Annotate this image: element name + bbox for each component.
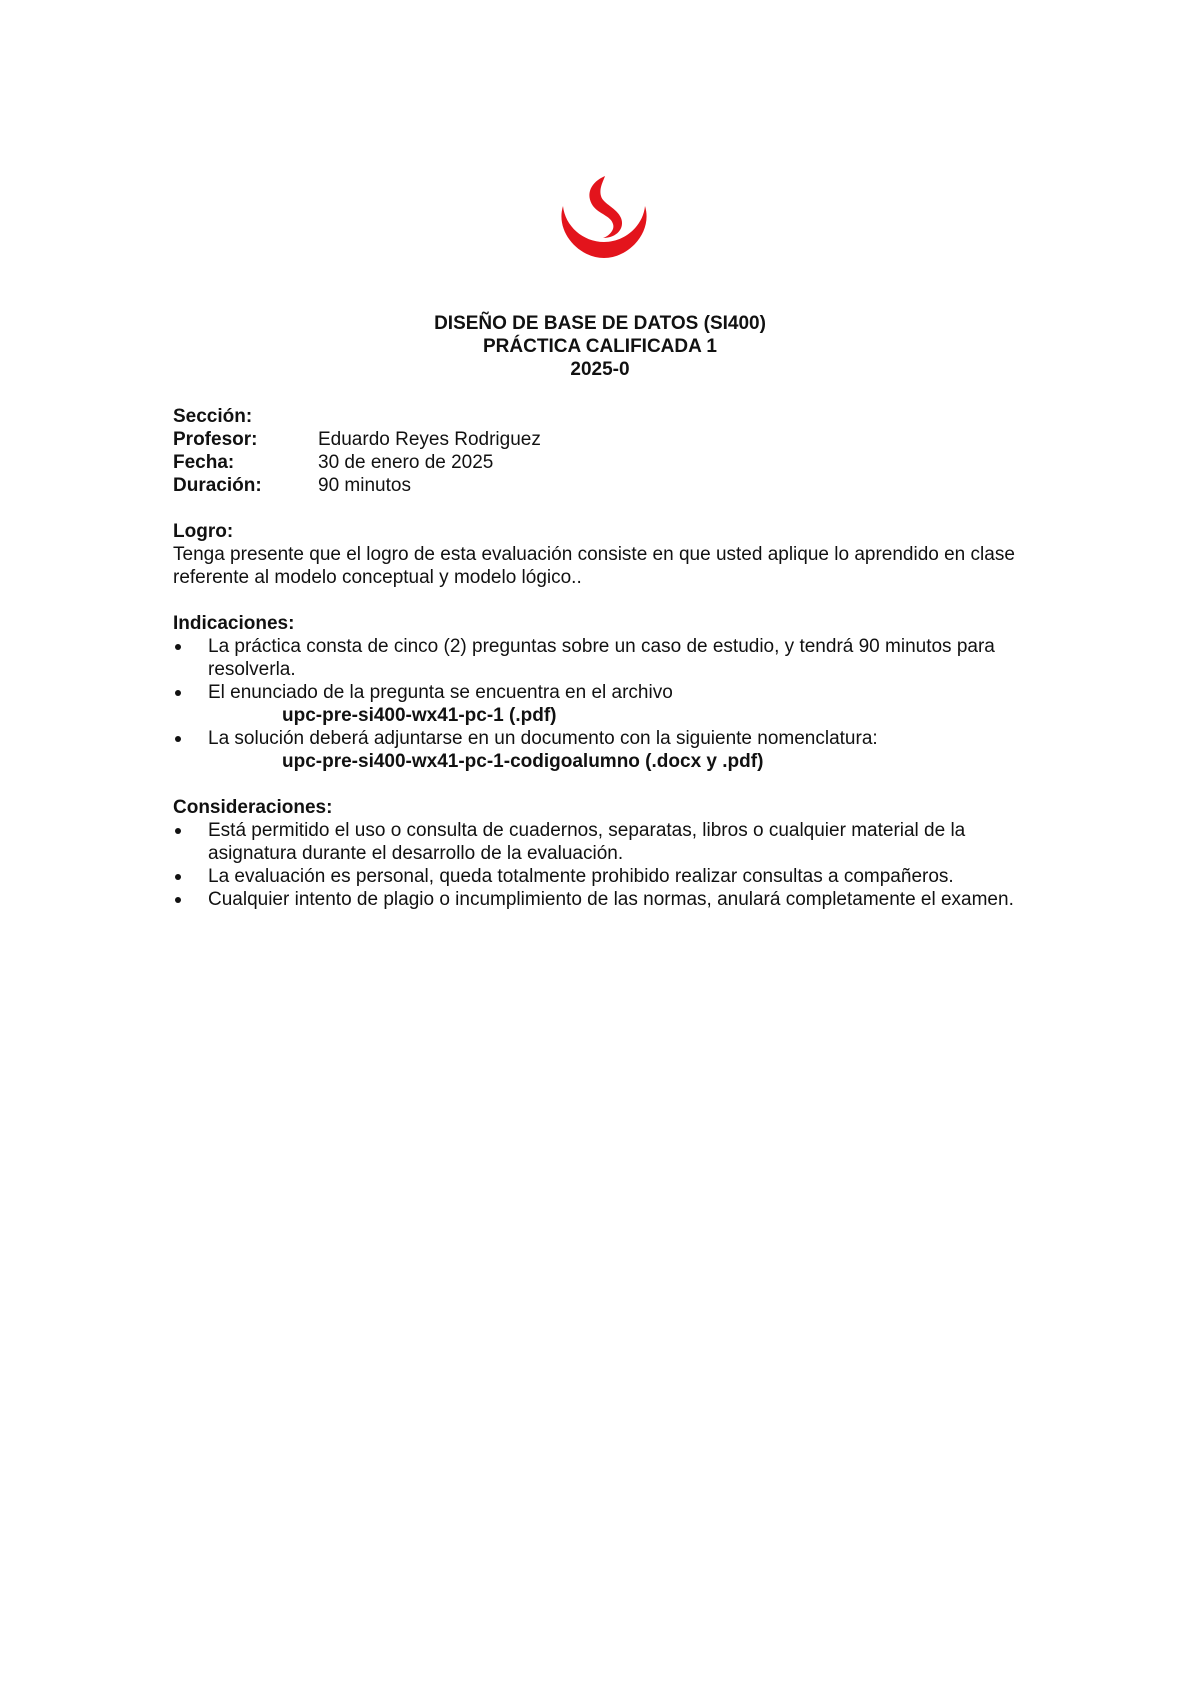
info-label: Sección: [173,406,253,427]
file-name: upc-pre-si400-wx41-pc-1-codigoalumno (.docx y .pdf) [282,751,764,772]
info-row-duracion [173,474,1053,497]
list-item [173,727,1053,773]
info-label: Duración: [173,475,262,496]
list-item-text: La práctica consta de cinco (2) preguntas sobre un caso de estudio, y tendrá 90 minutos para resolverla. [208,636,995,680]
document-body [173,405,1053,911]
info-row-fecha [173,451,1053,474]
info-label: Profesor: [173,429,258,450]
list-item [173,819,1053,865]
list-item-text: Está permitido el uso o consulta de cuadernos, separatas, libros o cualquier material de la asignatura durante el desarrollo de la evaluación. [208,820,966,864]
info-row-seccion [173,405,1053,428]
logro-text: Tenga presente que el logro de esta evaluación consiste en que usted aplique lo aprendido en clase referente al modelo conceptual y modelo lógico.. [173,544,1015,588]
list-item-text: El enunciado de la pregunta se encuentra en el archivo [208,682,673,703]
course-title: DISEÑO DE BASE DE DATOS (SI400) [434,313,766,334]
indicaciones-list [173,635,1053,773]
term-title: 2025-0 [570,359,630,380]
info-label: Fecha: [173,452,235,473]
consideraciones-list [173,819,1053,911]
list-item [173,635,1053,681]
document-title-block [0,312,1200,381]
upc-flame-logo-icon [553,172,655,260]
exam-title: PRÁCTICA CALIFICADA 1 [483,336,717,357]
file-name: upc-pre-si400-wx41-pc-1 (.pdf) [282,705,557,726]
indicaciones-heading: Indicaciones: [173,613,295,634]
info-row-profesor [173,428,1053,451]
info-value: 30 de enero de 2025 [318,452,494,473]
list-item-text: Cualquier intento de plagio o incumplimiento de las normas, anulará completamente el examen. [208,889,1014,910]
list-item-text: La solución deberá adjuntarse en un documento con la siguiente nomenclatura: [208,728,878,749]
consideraciones-heading: Consideraciones: [173,797,333,818]
logro-heading: Logro: [173,521,234,542]
list-item [173,888,1053,911]
info-value: 90 minutos [318,475,411,496]
list-item-text: La evaluación es personal, queda totalmente prohibido realizar consultas a compañeros. [208,866,954,887]
list-item [173,681,1053,727]
info-value: Eduardo Reyes Rodriguez [318,429,541,450]
list-item [173,865,1053,888]
